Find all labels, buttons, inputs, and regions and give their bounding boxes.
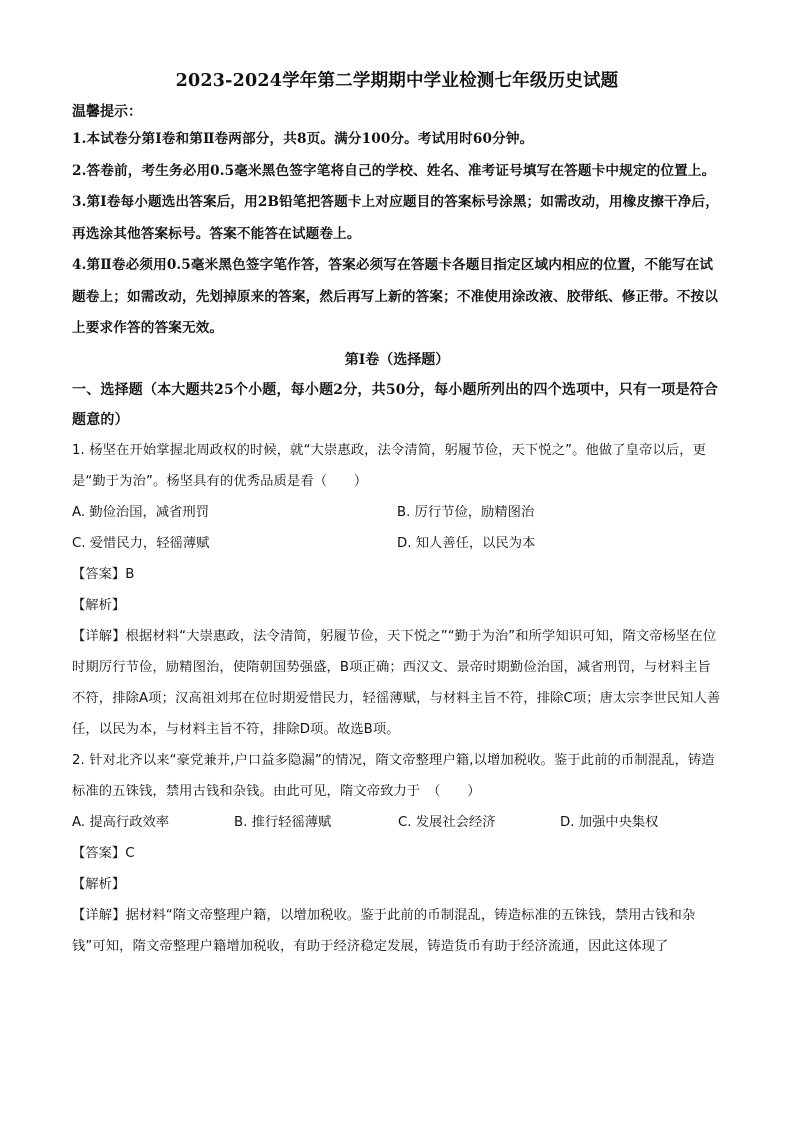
tip-item: 4.第Ⅱ卷必须用0.5毫米黑色签字笔作答，答案必须写在答题卡各题目指定区域内相应的位置，不能写在试题卷上；如需改动，先划掉原来的答案，然后再写上新的答案；不准使用涂改液、胶带纸、修正带。不按以上要求作答的答案无效。 bbox=[72, 257, 718, 336]
option-a: A. 提高行政效率 bbox=[72, 814, 170, 830]
option-b: B. 推行轻徭薄赋 bbox=[234, 814, 332, 830]
question-1 bbox=[72, 435, 722, 745]
question-stem: 2. 针对北齐以来“豪党兼并,户口益多隐漏”的情况，隋文帝整理户籍,以增加税收。鉴于此前的币制混乱，铸造标准的五铢钱，禁用古钱和杂钱。由此可见，隋文帝致力于 （ ） bbox=[72, 752, 715, 799]
option-d: D. 知人善任，以民为本 bbox=[397, 535, 536, 551]
tips-heading: 温馨提示： bbox=[72, 104, 142, 120]
option-b: B. 厉行节俭，励精图治 bbox=[397, 504, 535, 520]
part-title: 第Ⅰ卷（选择题） bbox=[344, 351, 450, 368]
answer-line bbox=[72, 559, 722, 590]
option-d: D. 加强中央集权 bbox=[560, 814, 659, 830]
answer-tag: 【答案】 bbox=[72, 845, 126, 861]
analysis-tag: 【解析】 bbox=[72, 876, 126, 892]
answer-value: B bbox=[125, 566, 135, 582]
tip-item: 2.答卷前，考生务必用0.5毫米黑色签字笔将自己的学校、姓名、准考证号填写在答题卡中规定的位置上。 bbox=[72, 162, 716, 179]
detail-tag: 【详解】 bbox=[72, 907, 126, 923]
option-c: C. 发展社会经济 bbox=[398, 814, 496, 830]
detail-text: 根据材料“大崇惠政，法令清简，躬履节俭，天下悦之”“勤于为治”和所学知识可知，隋文帝杨坚在位时期厉行节俭，励精图治，使隋朝国势强盛，B项正确；西汉文、景帝时期勤俭治国，减省刑罚，与材料主旨不符，排除A项；汉高祖刘邦在位时期爱惜民力，轻徭薄赋，与材料主旨不符，排除C项；唐太宗李世民知人善任，以民为本，与材料主旨不符，排除D项。故选B项。 bbox=[72, 628, 721, 737]
option-c: C. 爱惜民力，轻徭薄赋 bbox=[72, 535, 210, 551]
document-page bbox=[72, 60, 722, 962]
question-stem: 1. 杨坚在开始掌握北周政权的时候，就“大崇惠政，法令清简，躬履节俭，天下悦之”。他做了皇帝以后，更是“勤于为治”。杨坚具有的优秀品质是看（ ） bbox=[72, 442, 707, 489]
option-a: A. 勤俭治国，减省刑罚 bbox=[72, 504, 209, 520]
detail-paragraph bbox=[72, 900, 722, 962]
section-title: 一、选择题（本大题共25个小题，每小题2分，共50分，每小题所列出的四个选项中，只有一项是符合题意的） bbox=[72, 381, 719, 428]
question-2 bbox=[72, 745, 722, 962]
tip-item: 3.第Ⅰ卷每小题选出答案后，用2B铅笔把答题卡上对应题目的答案标号涂黑；如需改动，用橡皮擦干净后，再选涂其他答案标号。答案不能答在试题卷上。 bbox=[72, 194, 719, 242]
answer-value: C bbox=[125, 845, 135, 861]
question-options bbox=[72, 497, 722, 559]
tip-item: 1.本试卷分第Ⅰ卷和第Ⅱ卷两部分，共8页。满分100分。考试用时60分钟。 bbox=[72, 131, 534, 147]
answer-line bbox=[72, 838, 722, 869]
question-options bbox=[72, 807, 722, 838]
detail-paragraph bbox=[72, 621, 722, 745]
page-title: 2023-2024学年第二学期期中学业检测七年级历史试题 bbox=[175, 71, 619, 91]
detail-text: 据材料“隋文帝整理户籍，以增加税收。鉴于此前的币制混乱，铸造标准的五铢钱，禁用古钱和杂钱”可知，隋文帝整理户籍增加税收，有助于经济稳定发展，铸造货币有助于经济流通，因此这体现了 bbox=[72, 907, 696, 954]
analysis-tag: 【解析】 bbox=[72, 597, 126, 613]
detail-tag: 【详解】 bbox=[72, 628, 126, 644]
answer-tag: 【答案】 bbox=[72, 566, 126, 582]
